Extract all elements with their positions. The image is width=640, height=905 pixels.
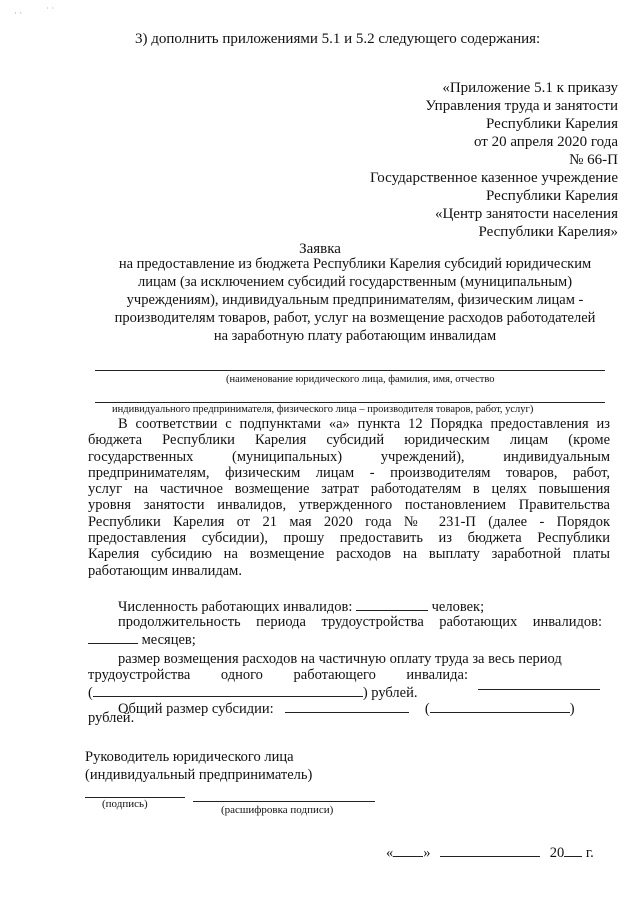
body-paragraph: [88, 416, 610, 579]
subtitle-line: производителям товаров, работ, услуг на возмещение расходов работодателей: [114, 310, 596, 326]
name-hint-1: (наименование юридического лица, фамилия, имя, отчество: [226, 374, 495, 385]
body-line: предпринимателям, физическим лицам - производителям товаров, работ,: [88, 464, 610, 481]
body-line: государственных (муниципальных) учреждений), индивидуальным: [88, 448, 610, 465]
total-row: Общий размер субсидии: ( ): [118, 701, 575, 717]
subtitle-line: лицам (за исключением субсидий государственным (муниципальным): [137, 274, 573, 290]
body-line: В соответствии с подпунктами «а» пункта 12 Порядка предоставления из: [118, 416, 610, 432]
name-hint-2: индивидуального предпринимателя, физического лица – производителя товаров, работ, услуг): [112, 404, 534, 415]
appendix-line: Республики Карелия: [485, 188, 618, 204]
body-line: предоставления субсидии), прошу предоставить из бюджета Республики: [88, 530, 610, 547]
date-year-field[interactable]: [564, 844, 582, 857]
duration-label: продолжительность периода трудоустройства работающих инвалидов:: [118, 614, 602, 630]
reimb-words-field[interactable]: [93, 684, 363, 697]
body-line: Республики Карелия от 21 мая 2020 года № 231-П (далее - Порядок: [88, 513, 610, 530]
appendix-line: от 20 апреля 2020 года: [473, 134, 618, 150]
reimb-line-1: размер возмещения расходов на частичную оплату труда за весь период: [118, 651, 562, 667]
signature-block: [85, 748, 312, 784]
intro-line: 3) дополнить приложениями 5.1 и 5.2 следующего содержания:: [135, 31, 541, 47]
duration-row: [88, 631, 196, 649]
reimb-unit: ) рублей.: [362, 685, 418, 701]
body-line: бюджета Республики Карелия субсидий юридическим лицам (кроме: [88, 432, 610, 449]
total-unit: рублей.: [88, 710, 135, 726]
appendix-line: Республики Карелия»: [478, 224, 618, 240]
appendix-line: Государственное казенное учреждение: [369, 170, 618, 186]
total-words-field[interactable]: [430, 700, 570, 713]
date-row: « » 20 г.: [386, 845, 594, 861]
scan-marks: · · ˙ ˙: [14, 6, 55, 18]
appendix-header: [370, 79, 618, 241]
decode-hint: (расшифровка подписи): [221, 804, 334, 816]
sign-hint: (подпись): [102, 798, 148, 810]
date-day-field[interactable]: [393, 844, 423, 857]
name-fill-line-1[interactable]: [95, 370, 605, 371]
appendix-line: № 66-П: [569, 152, 618, 168]
subtitle-line: на предоставление из бюджета Республики Карелия субсидий юридическим: [118, 256, 592, 272]
appendix-line: «Центр занятости населения: [434, 206, 618, 222]
document-subtitle: [95, 255, 615, 345]
count-field[interactable]: [356, 598, 428, 611]
count-label: Численность работающих инвалидов:: [118, 599, 353, 615]
subtitle-line: на заработную плату работающим инвалидам: [213, 328, 497, 344]
subtitle-line: учреждениям), индивидуальным предпринимателям, физическим лицам -: [126, 292, 584, 308]
signature-decode-field[interactable]: [193, 801, 375, 802]
body-line: уровня занятости инвалидов, утвержденного постановлением Правительства: [88, 497, 610, 514]
duration-field[interactable]: [88, 631, 138, 644]
count-unit: человек;: [431, 599, 485, 615]
signer-title: Руководитель юридического лица: [85, 749, 294, 765]
total-amount-field[interactable]: [285, 700, 409, 713]
document-title: Заявка: [299, 241, 341, 257]
appendix-line: Управления труда и занятости: [425, 98, 618, 114]
appendix-line: Республики Карелия: [485, 116, 618, 132]
reimb-words-row: ( ) рублей.: [88, 685, 418, 701]
date-month-field[interactable]: [440, 844, 540, 857]
signer-subtitle: (индивидуальный предприниматель): [85, 767, 313, 783]
total-label: Общий размер субсидии:: [118, 701, 274, 717]
appendix-line: «Приложение 5.1 к приказу: [442, 80, 618, 96]
duration-unit: месяцев;: [141, 632, 196, 648]
body-line: Карелия субсидию на возмещение расходов на выплату заработной платы: [88, 546, 610, 563]
body-line: услуг на частичное возмещение затрат работодателям в целях повышения: [88, 481, 610, 498]
name-fill-line-2[interactable]: [95, 402, 605, 403]
reimb-line-2: трудоустройства одного работающего инвалида:: [88, 667, 468, 683]
reimb-amount-field[interactable]: [478, 689, 600, 690]
body-line: работающим инвалидам.: [88, 562, 242, 579]
